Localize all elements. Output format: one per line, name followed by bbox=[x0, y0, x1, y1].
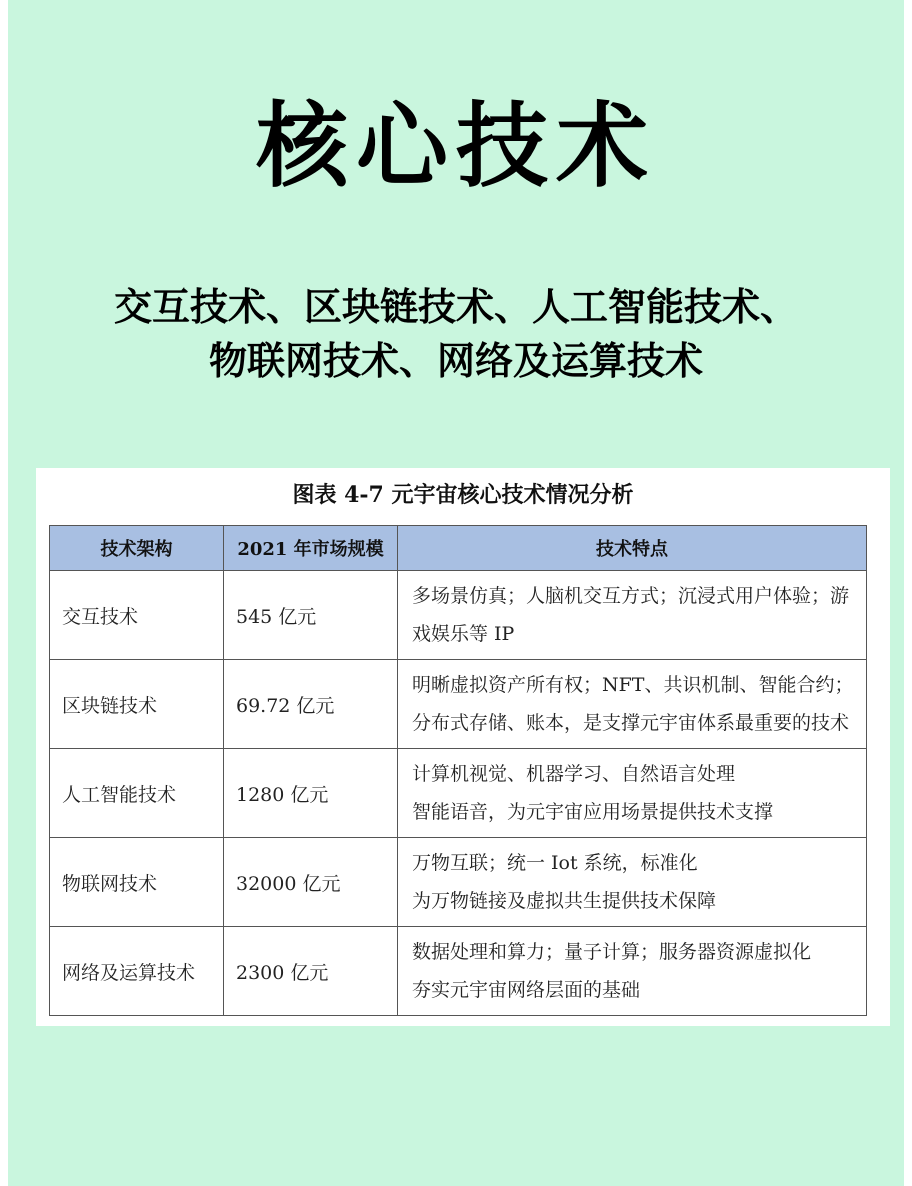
header-features: 技术特点 bbox=[398, 526, 867, 571]
cell-market: 1280 亿元 bbox=[224, 749, 398, 838]
cell-features bbox=[398, 749, 867, 838]
page-title: 核心技术 bbox=[255, 93, 656, 200]
cell-features bbox=[398, 838, 867, 927]
cell-market: 32000 亿元 bbox=[224, 838, 398, 927]
cell-tech: 物联网技术 bbox=[50, 838, 224, 927]
table-caption: 图表 4-7 元宇宙核心技术情况分析 bbox=[292, 482, 634, 508]
feature-line: 计算机视觉、机器学习、自然语言处理 bbox=[412, 763, 736, 785]
table-row bbox=[50, 927, 867, 1016]
feature-line: 明晰虚拟资产所有权；NFT、共识机制、智能合约； bbox=[412, 674, 854, 696]
table-card bbox=[36, 468, 890, 1026]
cell-tech: 交互技术 bbox=[50, 571, 224, 660]
table-row bbox=[50, 838, 867, 927]
feature-line: 为万物链接及虚拟共生提供技术保障 bbox=[412, 890, 717, 912]
subtitle-line-1: 交互技术、区块链技术、人工智能技术、 bbox=[113, 285, 798, 329]
feature-line: 智能语音，为元宇宙应用场景提供技术支撑 bbox=[412, 801, 774, 823]
cell-tech: 网络及运算技术 bbox=[50, 927, 224, 1016]
cell-features bbox=[398, 927, 867, 1016]
feature-line: 数据处理和算力；量子计算；服务器资源虚拟化 bbox=[412, 941, 812, 963]
table-row bbox=[50, 660, 867, 749]
feature-line: 夯实元宇宙网络层面的基础 bbox=[412, 979, 641, 1001]
core-tech-table bbox=[49, 525, 867, 1016]
cell-market: 545 亿元 bbox=[224, 571, 398, 660]
feature-line: 万物互联；统一 Iot 系统，标准化 bbox=[412, 852, 698, 874]
page-background bbox=[8, 0, 904, 1186]
subtitle bbox=[8, 280, 904, 388]
header-market: 2021 年市场规模 bbox=[224, 526, 398, 571]
cell-features bbox=[398, 571, 867, 660]
table-row bbox=[50, 749, 867, 838]
feature-line: 多场景仿真；人脑机交互方式；沉浸式用户体验；游 bbox=[412, 585, 850, 607]
table-row bbox=[50, 571, 867, 660]
cell-tech: 区块链技术 bbox=[50, 660, 224, 749]
header-tech: 技术架构 bbox=[50, 526, 224, 571]
feature-line: 戏娱乐等 IP bbox=[412, 623, 515, 645]
cell-market: 69.72 亿元 bbox=[224, 660, 398, 749]
feature-line: 分布式存储、账本，是支撑元宇宙体系最重要的技术 bbox=[412, 712, 850, 734]
cell-tech: 人工智能技术 bbox=[50, 749, 224, 838]
cell-market: 2300 亿元 bbox=[224, 927, 398, 1016]
subtitle-line-2: 物联网技术、网络及运算技术 bbox=[208, 339, 703, 383]
table-header-row bbox=[50, 526, 867, 571]
cell-features bbox=[398, 660, 867, 749]
